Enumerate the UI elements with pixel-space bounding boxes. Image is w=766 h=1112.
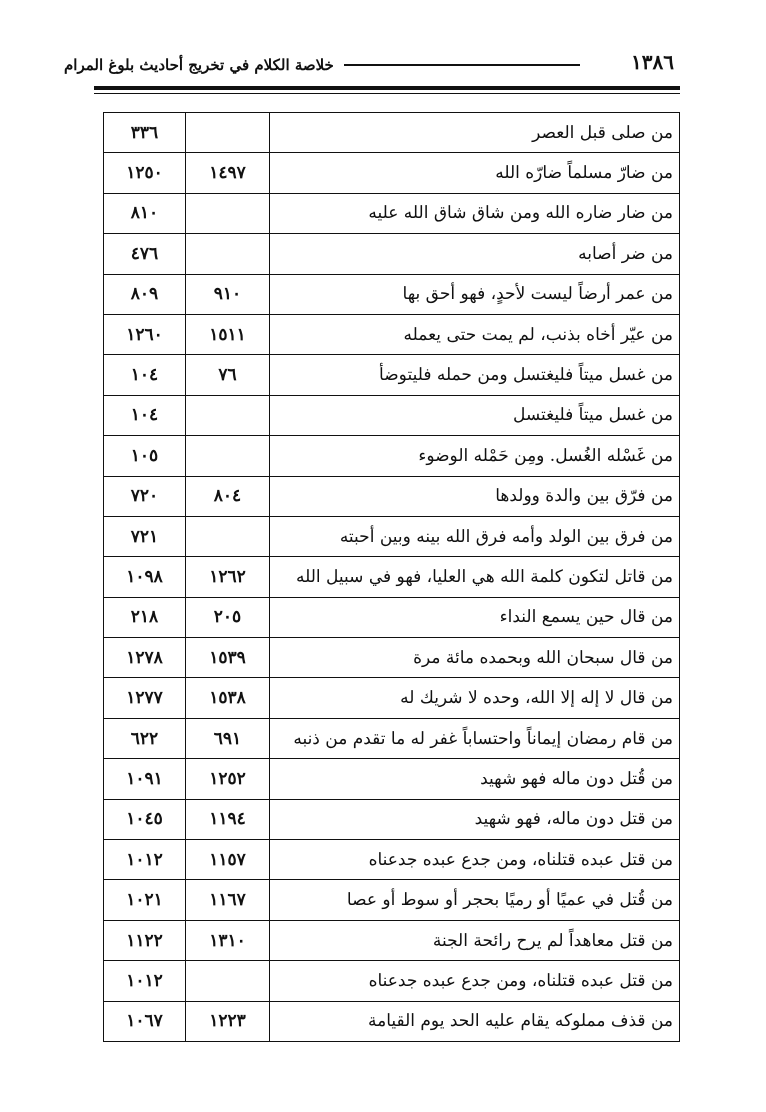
hadith-index-table (103, 112, 680, 1042)
hadith-number-cell (186, 436, 270, 476)
table-row (104, 113, 680, 153)
hadith-number-cell: ١٣١٠ (186, 920, 270, 960)
hadith-text-cell: من صلى قبل العصر (270, 113, 680, 153)
table-row (104, 880, 680, 920)
reference-number-cell: ١٢٥٠ (104, 153, 186, 193)
page-number: ١٣٨٦ (631, 50, 674, 74)
hadith-text-cell: من غَسْله الغُسل. ومِن حَمْله الوضوء (270, 436, 680, 476)
table-row (104, 920, 680, 960)
hadith-text-cell: من ضر أصابه (270, 234, 680, 274)
hadith-text-cell: من قال سبحان الله وبحمده مائة مرة (270, 638, 680, 678)
hadith-text-cell: من قال حين يسمع النداء (270, 597, 680, 637)
hadith-text-cell: من فرق بين الولد وأمه فرق الله بينه وبين أحبته (270, 516, 680, 556)
table-row (104, 840, 680, 880)
hadith-text-cell: من قاتل لتكون كلمة الله هي العليا، فهو في سبيل الله (270, 557, 680, 597)
hadith-text-cell: من قتل عبده قتلناه، ومن جدع عبده جدعناه (270, 840, 680, 880)
hadith-number-cell: ٩١٠ (186, 274, 270, 314)
hadith-number-cell (186, 113, 270, 153)
hadith-number-cell: ٧٦ (186, 355, 270, 395)
reference-number-cell: ١٠١٢ (104, 961, 186, 1001)
hadith-number-cell (186, 516, 270, 556)
hadith-text-cell: من قذف مملوكه يقام عليه الحد يوم القيامة (270, 1001, 680, 1041)
reference-number-cell: ٨٠٩ (104, 274, 186, 314)
hadith-number-cell: ١٢٢٣ (186, 1001, 270, 1041)
hadith-number-cell: ١٤٩٧ (186, 153, 270, 193)
reference-number-cell: ١٠١٢ (104, 840, 186, 880)
reference-number-cell: ٢١٨ (104, 597, 186, 637)
reference-number-cell: ١٢٧٨ (104, 638, 186, 678)
table-row (104, 476, 680, 516)
table-row (104, 314, 680, 354)
table-row (104, 193, 680, 233)
table-row (104, 678, 680, 718)
hadith-text-cell: من قُتل دون ماله فهو شهيد (270, 759, 680, 799)
reference-number-cell: ١٠٩٨ (104, 557, 186, 597)
table-row (104, 1001, 680, 1041)
hadith-number-cell (186, 193, 270, 233)
reference-number-cell: ١١٢٢ (104, 920, 186, 960)
hadith-text-cell: من ضار ضاره الله ومن شاق شاق الله عليه (270, 193, 680, 233)
hadith-number-cell: ١٥٣٨ (186, 678, 270, 718)
table-row (104, 234, 680, 274)
reference-number-cell: ١٠٩١ (104, 759, 186, 799)
reference-number-cell: ١٠٤ (104, 395, 186, 435)
reference-number-cell: ١٠٢١ (104, 880, 186, 920)
reference-number-cell: ١٠٦٧ (104, 1001, 186, 1041)
running-title: خلاصة الكلام في تخريج أحاديث بلوغ المرام (64, 56, 334, 74)
hadith-text-cell: من قال لا إله إلا الله، وحده لا شريك له (270, 678, 680, 718)
hadith-text-cell: من عمر أرضاً ليست لأحدٍ، فهو أحق بها (270, 274, 680, 314)
hadith-text-cell: من ضارّ مسلماً ضارّه الله (270, 153, 680, 193)
reference-number-cell: ٣٣٦ (104, 113, 186, 153)
header-rule-thick (94, 86, 680, 90)
hadith-text-cell: من قُتل في عميًا أو رميًا بحجر أو سوط أو عصا (270, 880, 680, 920)
table-row (104, 718, 680, 758)
hadith-number-cell (186, 234, 270, 274)
table-row (104, 557, 680, 597)
table-row (104, 274, 680, 314)
table-row (104, 436, 680, 476)
hadith-number-cell: ١٢٦٢ (186, 557, 270, 597)
hadith-text-cell: من غسل ميتاً فليغتسل (270, 395, 680, 435)
reference-number-cell: ٨١٠ (104, 193, 186, 233)
table-row (104, 395, 680, 435)
reference-number-cell: ٤٧٦ (104, 234, 186, 274)
header-dash-line (344, 64, 580, 66)
table-row (104, 516, 680, 556)
hadith-number-cell: ١١٥٧ (186, 840, 270, 880)
hadith-text-cell: من قتل عبده قتلناه، ومن جدع عبده جدعناه (270, 961, 680, 1001)
reference-number-cell: ٦٢٢ (104, 718, 186, 758)
table-row (104, 153, 680, 193)
table-row (104, 961, 680, 1001)
table-row (104, 355, 680, 395)
hadith-number-cell: ٦٩١ (186, 718, 270, 758)
table-row (104, 638, 680, 678)
reference-number-cell: ٧٢٠ (104, 476, 186, 516)
reference-number-cell: ١٠٤ (104, 355, 186, 395)
hadith-number-cell (186, 961, 270, 1001)
table-row (104, 799, 680, 839)
hadith-text-cell: من قام رمضان إيماناً واحتساباً غفر له ما تقدم من ذنبه (270, 718, 680, 758)
hadith-number-cell: ٨٠٤ (186, 476, 270, 516)
hadith-text-cell: من فرّق بين والدة وولدها (270, 476, 680, 516)
reference-number-cell: ١٢٦٠ (104, 314, 186, 354)
hadith-number-cell: ١١٦٧ (186, 880, 270, 920)
hadith-number-cell: ١٥١١ (186, 314, 270, 354)
hadith-number-cell (186, 395, 270, 435)
hadith-number-cell: ٢٠٥ (186, 597, 270, 637)
header-rule-thin (94, 93, 680, 94)
hadith-number-cell: ١٥٣٩ (186, 638, 270, 678)
hadith-text-cell: من قتل دون ماله، فهو شهيد (270, 799, 680, 839)
hadith-number-cell: ١١٩٤ (186, 799, 270, 839)
hadith-text-cell: من قتل معاهداً لم يرح رائحة الجنة (270, 920, 680, 960)
reference-number-cell: ١٢٧٧ (104, 678, 186, 718)
reference-number-cell: ١٠٥ (104, 436, 186, 476)
hadith-text-cell: من عيّر أخاه بذنب، لم يمت حتى يعمله (270, 314, 680, 354)
table-row (104, 597, 680, 637)
reference-number-cell: ٧٢١ (104, 516, 186, 556)
reference-number-cell: ١٠٤٥ (104, 799, 186, 839)
hadith-text-cell: من غسل ميتاً فليغتسل ومن حمله فليتوضأ (270, 355, 680, 395)
hadith-number-cell: ١٢٥٢ (186, 759, 270, 799)
table-row (104, 759, 680, 799)
page-header (60, 44, 680, 88)
